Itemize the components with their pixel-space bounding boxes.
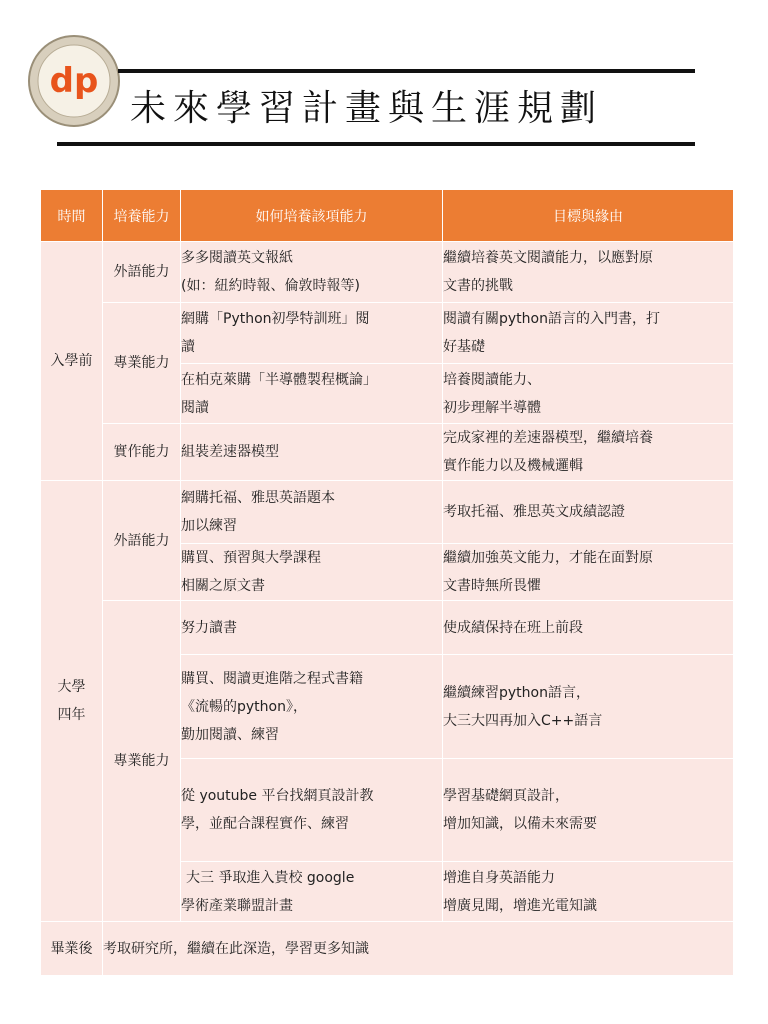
how-text: 組裝差速器模型 — [181, 444, 279, 460]
goal-cell — [443, 759, 734, 862]
how-text: 努力讀書 — [181, 619, 237, 636]
goal-text: 考取托福、雅思英文成績認證 — [443, 504, 625, 520]
study-plan-table — [40, 189, 734, 976]
goal-text: 增廣見聞，增進光電知識 — [443, 897, 597, 914]
goal-text: 閱讀有關python語言的入門書，打 — [443, 311, 660, 327]
period-label: 入學前 — [50, 353, 93, 369]
goal-text: 完成家裡的差速器模型，繼續培養 — [443, 430, 653, 446]
table-row — [41, 242, 734, 303]
goal-cell — [443, 544, 734, 601]
goal-cell — [443, 481, 734, 544]
goal-text: 增加知識，以備未來需要 — [443, 816, 597, 832]
goal-text: 文書的挑戰 — [443, 278, 513, 294]
how-text: 學術產業聯盟計畫 — [181, 897, 293, 914]
how-text: 網購托福、雅思英語題本 — [181, 490, 335, 506]
period-time-cell — [41, 481, 103, 922]
ability-cell — [103, 303, 181, 424]
how-text: 購買、閱讀更進階之程式書籍 — [181, 670, 363, 687]
goal-cell — [443, 601, 734, 655]
goal-text: 初步理解半導體 — [443, 399, 541, 416]
period-label: 大學 — [57, 679, 86, 695]
goal-text: 學習基礎網頁設計， — [443, 788, 569, 804]
how-text: 學，並配合課程實作、練習 — [181, 816, 349, 832]
table-row — [41, 303, 734, 364]
goal-cell — [443, 242, 734, 303]
how-cell — [181, 303, 443, 364]
how-cell — [181, 862, 443, 922]
page-title: 未來學習計畫與生涯規劃 — [130, 88, 604, 129]
header-how: 如何培養該項能力 — [181, 190, 443, 242]
department-logo — [27, 34, 121, 128]
table-row — [41, 424, 734, 481]
ability-label: 外語能力 — [113, 264, 170, 280]
ability-label: 專業能力 — [113, 753, 170, 769]
goal-text: 文書時無所畏懼 — [443, 578, 541, 594]
how-text: 《流暢的python》， — [181, 698, 307, 715]
graduate-plan-cell — [103, 922, 734, 976]
graduate-plan-text: 考取研究所，繼續在此深造，學習更多知識 — [103, 940, 369, 957]
header-time: 時間 — [41, 190, 103, 242]
goal-text: 繼續加強英文能力，才能在面對原 — [443, 550, 653, 566]
goal-text: 好基礎 — [443, 339, 485, 355]
header-goal: 目標與緣由 — [443, 190, 734, 242]
how-cell — [181, 481, 443, 544]
period-label: 四年 — [57, 707, 86, 723]
table-header-row — [41, 190, 734, 242]
goal-text: 使成績保持在班上前段 — [443, 619, 583, 636]
header-ability: 培養能力 — [103, 190, 181, 242]
goal-cell — [443, 303, 734, 364]
how-text: 讀 — [181, 339, 195, 355]
how-text: 網購「Python初學特訓班」閱 — [181, 311, 370, 327]
ability-cell — [103, 424, 181, 481]
svg-text:dp: dp — [49, 61, 99, 101]
how-cell — [181, 759, 443, 862]
how-cell — [181, 655, 443, 759]
how-cell — [181, 601, 443, 655]
table-row — [41, 601, 734, 655]
how-text: 多多閱讀英文報紙 — [181, 250, 293, 266]
how-text: (如：紐約時報、倫敦時報等) — [181, 278, 360, 294]
table-row — [41, 922, 734, 976]
goal-text: 大三大四再加入C++語言 — [443, 712, 603, 729]
period-time-cell — [41, 922, 103, 976]
goal-cell — [443, 862, 734, 922]
table-row — [41, 481, 734, 544]
how-text: 加以練習 — [181, 518, 237, 534]
ability-label: 專業能力 — [113, 355, 170, 371]
period-label: 畢業後 — [50, 940, 93, 957]
how-text: 在柏克萊購「半導體製程概論」 — [181, 371, 377, 388]
goal-text: 培養閱讀能力、 — [443, 371, 541, 388]
how-cell — [181, 242, 443, 303]
goal-text: 增進自身英語能力 — [443, 869, 555, 886]
how-cell — [181, 364, 443, 424]
ability-cell — [103, 242, 181, 303]
how-cell — [181, 544, 443, 601]
goal-text: 繼續培養英文閱讀能力，以應對原 — [443, 250, 653, 266]
goal-text: 繼續練習python語言， — [443, 684, 590, 701]
ability-label: 實作能力 — [113, 444, 170, 460]
title-rule-top — [118, 69, 695, 73]
how-text: 大三 爭取進入貴校 google — [186, 869, 355, 886]
ability-cell — [103, 481, 181, 601]
how-text: 閱讀 — [181, 399, 209, 416]
ability-label: 外語能力 — [113, 532, 170, 549]
how-text: 相關之原文書 — [181, 578, 265, 594]
period-time-cell — [41, 242, 103, 481]
goal-cell — [443, 424, 734, 481]
how-text: 勤加閱讀、練習 — [181, 726, 279, 743]
how-text: 從 youtube 平台找網頁設計教 — [181, 788, 374, 804]
goal-cell — [443, 364, 734, 424]
ability-cell — [103, 601, 181, 922]
goal-text: 實作能力以及機械邏輯 — [443, 458, 583, 474]
how-text: 購買、預習與大學課程 — [181, 550, 321, 566]
title-rule-bottom — [57, 142, 695, 146]
goal-cell — [443, 655, 734, 759]
how-cell — [181, 424, 443, 481]
